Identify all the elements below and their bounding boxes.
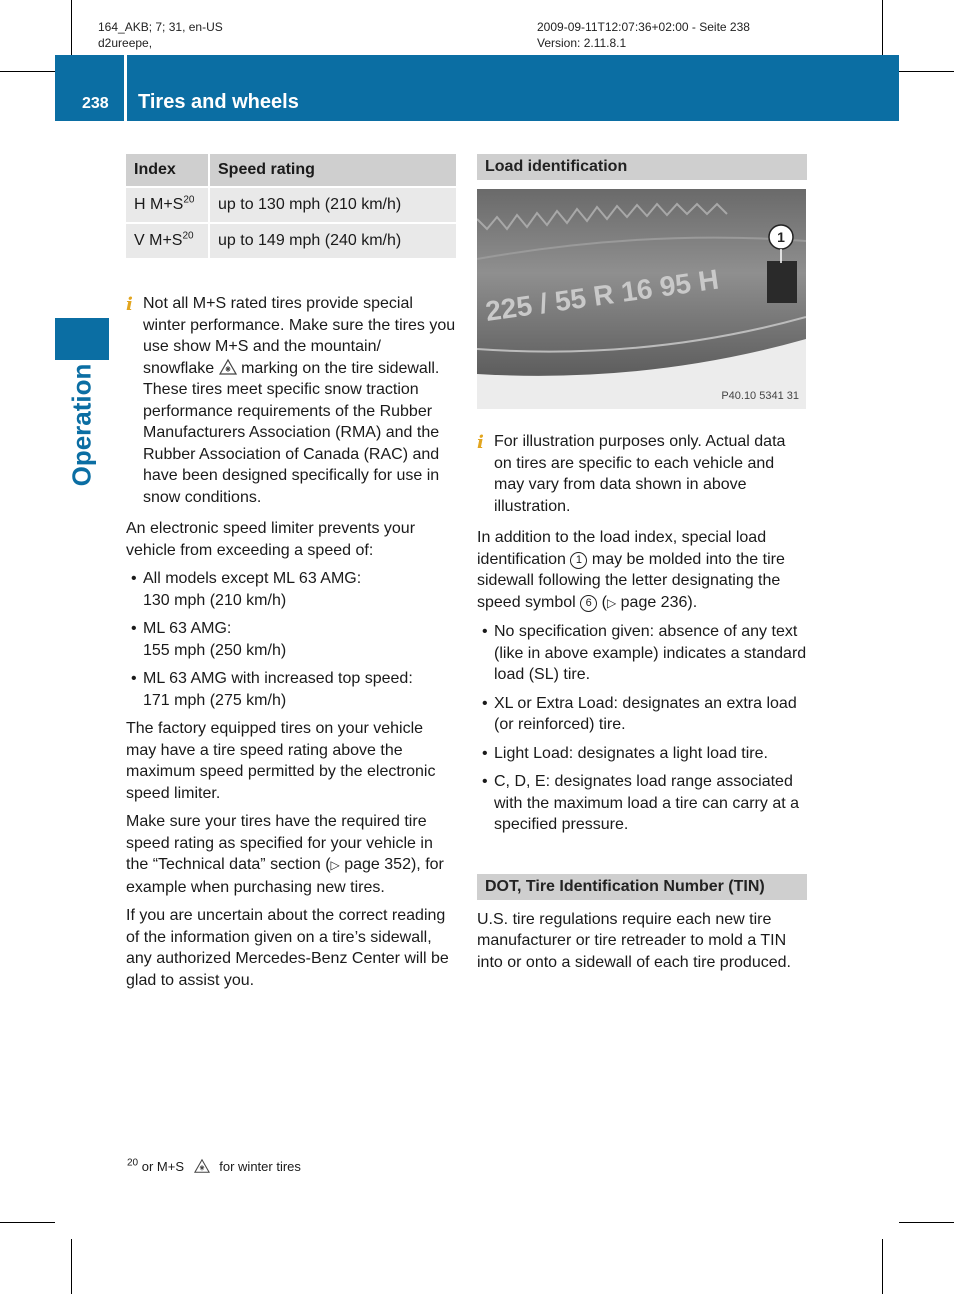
header-index: Index (126, 154, 209, 187)
meta-line: 164_AKB; 7; 31, en-US (98, 20, 223, 34)
list-item (126, 568, 456, 611)
sidewall-text: 225 / 55 R 16 95 H (483, 263, 721, 327)
meta-line: 2009-09-11T12:07:36+02:00 - Seite 238 (537, 20, 750, 34)
section-heading: DOT, Tire Identification Number (TIN) (477, 874, 807, 900)
image-code: P40.10 5341 31 (721, 390, 799, 402)
page-ref-arrow-icon: ▷ (330, 858, 340, 872)
print-meta-left (98, 19, 223, 51)
right-column-body (477, 431, 807, 980)
crop-mark (882, 1239, 883, 1294)
table-header-row (126, 154, 456, 187)
callout-number: 1 (777, 229, 785, 245)
list-item: • Light Load: designates a light load tire. (477, 743, 807, 765)
paragraph: The factory equipped tires on your vehicle may have a tire speed rating above the maximum speed permitted by the electronic speed limiter. (126, 720, 436, 802)
info-note (477, 431, 807, 517)
paragraph-text: ( (601, 593, 607, 611)
crop-mark (0, 71, 55, 72)
index-text: H M+S (134, 196, 184, 214)
crop-mark (882, 0, 883, 55)
paragraph (126, 811, 456, 898)
section-heading: Load identification (477, 154, 807, 180)
info-icon: i (126, 294, 133, 315)
mountain-snowflake-icon (219, 358, 237, 376)
load-identification-list (477, 621, 807, 836)
crop-mark (899, 71, 954, 72)
tire-sidewall-illustration (477, 189, 806, 409)
list-item-line: 155 mph (250 km/h) (143, 641, 287, 659)
side-tab-label: Operation (66, 363, 97, 487)
crop-mark (899, 1222, 954, 1223)
footnote-ref: 20 (182, 230, 194, 242)
cell-index (126, 223, 209, 258)
side-tab-marker (55, 318, 109, 360)
paragraph (477, 527, 807, 614)
list-item (126, 668, 456, 711)
page-ref-link[interactable]: page 352), for example when purchasing new tires. (126, 856, 444, 896)
cell-speed: up to 149 mph (240 km/h) (209, 223, 456, 258)
footnote-text: or M+S (141, 1159, 185, 1174)
info-note (126, 293, 456, 508)
list-item: • C, D, E: designates load range associated with the maximum load a tire can carry at a specified pressure. (477, 771, 807, 836)
page-number: 238 (82, 95, 109, 112)
left-column (126, 154, 456, 998)
header-divider (124, 55, 127, 121)
cell-speed: up to 130 mph (210 km/h) (209, 187, 456, 223)
speed-limit-list (126, 568, 456, 711)
crop-mark (0, 1222, 55, 1223)
mountain-snowflake-icon (194, 1158, 210, 1174)
info-text: For illustration purposes only. Actual data on tires are specific to each vehicle and may vary from data shown in above illustration. (494, 433, 786, 515)
footnote-text: for winter tires (219, 1159, 301, 1174)
cell-index (126, 187, 209, 223)
paragraph: U.S. tire regulations require each new tire manufacturer or tire retreader to mold a TIN into or onto a sidewall of each tire produced. (477, 910, 791, 971)
print-meta-right (537, 19, 750, 51)
info-text: Not all M+S rated tires provide special winter performance. Make sure the tires you use show M+S and the mountain/ snowflake (143, 295, 456, 377)
list-item-line: All models except ML 63 AMG: (143, 570, 362, 587)
right-column (477, 154, 807, 180)
list-item (126, 618, 456, 661)
footnote-number: 20 (127, 1157, 139, 1169)
paragraph-text: In addition to the load index, special load identification (477, 529, 767, 568)
header-speed: Speed rating (209, 154, 456, 187)
chapter-title: Tires and wheels (138, 91, 299, 113)
paragraph: An electronic speed limiter prevents your vehicle from exceeding a speed of: (126, 520, 416, 559)
callout-ref-icon: 1 (570, 552, 587, 569)
index-text: V M+S (134, 232, 183, 250)
list-item: • No specification given: absence of any text (like in above example) indicates a standard load (SL) tire. (477, 621, 807, 686)
list-item-line: 130 mph (210 km/h) (143, 591, 287, 609)
crop-mark (71, 1239, 72, 1294)
callout-ref-icon: 6 (580, 595, 597, 612)
paragraph-text: may be molded into the tire sidewall following the letter designating the speed symbol (477, 550, 785, 611)
list-item: • XL or Extra Load: designates an extra load (or reinforced) tire. (477, 693, 807, 736)
paragraph-text: Make sure your tires have the required tire speed rating as specified for your vehicle in the “Technical data” section ( (126, 813, 433, 873)
page-ref-link[interactable]: page 236). (620, 593, 698, 611)
speed-rating-table (126, 154, 456, 258)
paragraph: If you are uncertain about the correct reading of the information given on a tire’s sidewall, any authorized Mercedes-Benz Center will be glad to assist you. (126, 907, 449, 989)
footnote-ref: 20 (183, 194, 195, 206)
meta-line: Version: 2.11.8.1 (537, 36, 627, 50)
table-row (126, 223, 456, 258)
info-text: marking on the tire sidewall. These tires meet specific snow traction performance requirements of the Rubber Manufacturers Association (RMA) and the Rubber Association of Canada (RAC) and have been designed specifically for use in snow conditions. (143, 359, 440, 506)
meta-line: d2ureepe, (98, 36, 153, 50)
crop-mark (71, 0, 72, 55)
list-item-line: ML 63 AMG with increased top speed: (143, 670, 413, 687)
info-icon: i (477, 432, 484, 453)
page-ref-arrow-icon: ▷ (606, 595, 617, 610)
list-item-line: 171 mph (275 km/h) (143, 691, 287, 709)
list-item-line: ML 63 AMG: (143, 620, 232, 637)
footnote (127, 1158, 301, 1174)
table-row (126, 187, 456, 223)
